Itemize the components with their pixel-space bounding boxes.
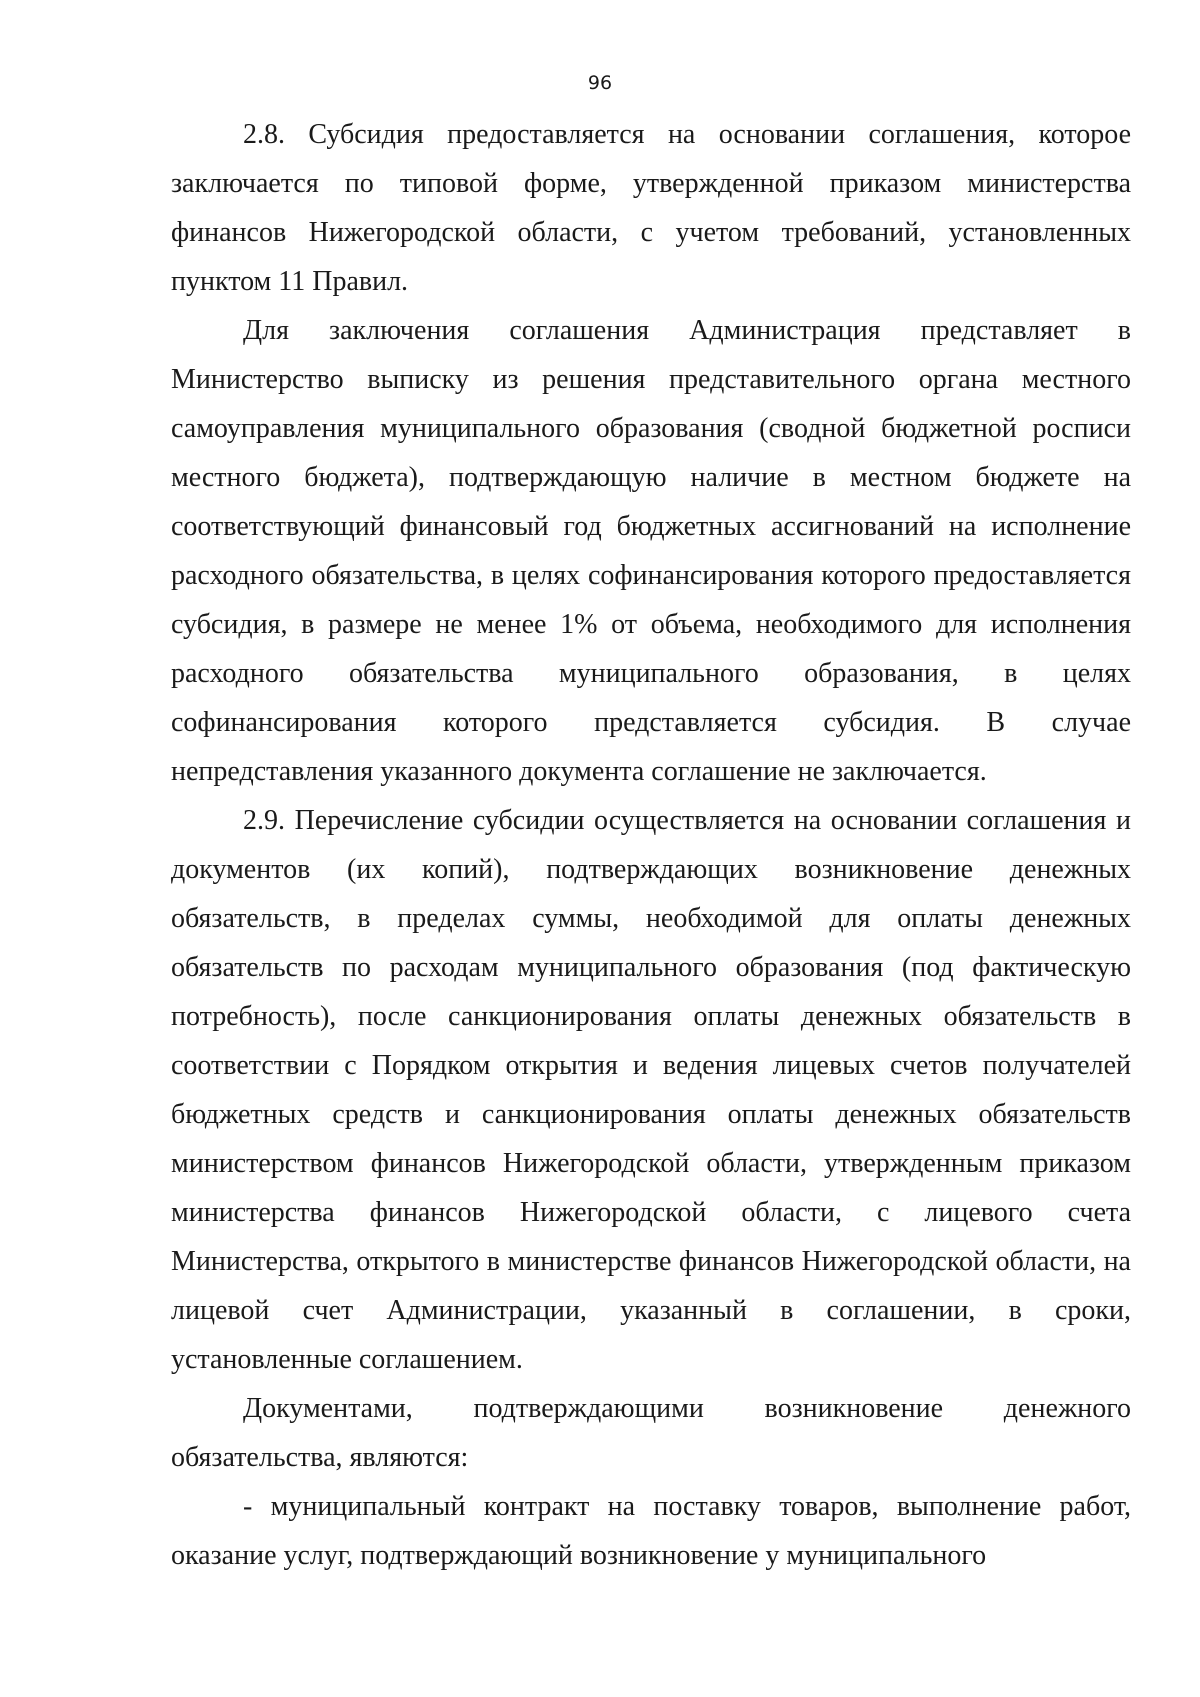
- paragraph-2-8: 2.8. Субсидия предоставляется на основании соглашения, которое заключается по типовой форме, утвержденной приказом министерства финансов Нижегородской области, с учетом требований, установленных пунктом 11 Правил.: [171, 119, 1131, 297]
- paragraph-agreement-conditions: Для заключения соглашения Администрация представляет в Министерство выписку из решения представительного органа местного самоуправления муниципального образования (сводной бюджетной росписи местного бюджета), подтверждающую наличие в местном бюджете на соответствующий финансовый год бюджетных ассигнований на исполнение расходного обязательства, в целях софинансирования которого предоставляется субсидия, в размере не менее 1% от объема, необходимого для исполнения расходного обязательства муниципального образования, в целях софинансирования которого представляется субсидия. В случае непредставления указанного документа соглашение не заключается.: [171, 315, 1131, 787]
- paragraph-2-9: 2.9. Перечисление субсидии осуществляется на основании соглашения и документов (их копий), подтверждающих возникновение денежных обязательств, в пределах суммы, необходимой для оплаты денежных обязательств по расходам муниципального образования (под фактическую потребность), после санкционирования оплаты денежных обязательств в соответствии с Порядком открытия и ведения лицевых счетов получателей бюджетных средств и санкционирования оплаты денежных обязательств министерством финансов Нижегородской области, утвержденным приказом министерства финансов Нижегородской области, с лицевого счета Министерства, открытого в министерстве финансов Нижегородской области, на лицевой счет Администрации, указанный в соглашении, в сроки, установленные соглашением.: [171, 805, 1131, 1375]
- document-body: [171, 110, 1131, 1580]
- page-number: 96: [587, 72, 613, 94]
- paragraph-list-item-contract: - муниципальный контракт на поставку товаров, выполнение работ, оказание услуг, подтверждающий возникновение у муниципального: [171, 1491, 1131, 1571]
- paragraph-documents-intro: Документами, подтверждающими возникновение денежного обязательства, являются:: [171, 1393, 1131, 1473]
